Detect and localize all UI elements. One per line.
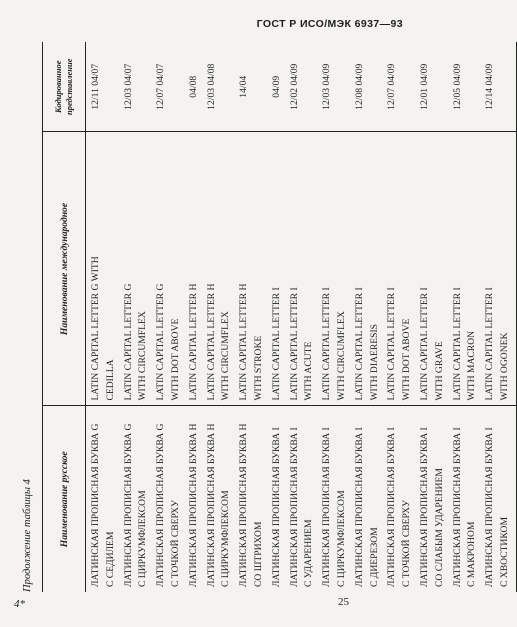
table-row	[285, 42, 318, 592]
standard-header: ГОСТ Р ИСО/МЭК 6937—93	[256, 18, 403, 30]
cell-international-name: LATIN CAPITAL LETTER I WITH MACRON	[448, 132, 481, 406]
cell-international-name: LATIN CAPITAL LETTER G WITH DOT ABOVE	[151, 132, 184, 406]
cell-russian-name: ЛАТИНСКАЯ ПРОПИСНАЯ БУКВА I С ТОЧКОЙ СВЕРХУ	[386, 427, 413, 587]
table-row	[480, 42, 516, 592]
table-row	[448, 42, 481, 592]
table-row	[119, 42, 152, 592]
table-caption: Продолжение таблицы 4	[22, 479, 33, 592]
cell-coded-representation: 12/08 04/09	[350, 42, 383, 132]
cell-coded-representation: 12/07 04/09	[382, 42, 415, 132]
cell-russian-name: ЛАТИНСКАЯ ПРОПИСНАЯ БУКВА H СО ШТРИХОМ	[238, 423, 264, 587]
cell-coded-representation: 12/02 04/09	[285, 42, 318, 132]
character-table	[42, 42, 517, 592]
cell-international-name: LATIN CAPITAL LETTER G WITH CEDILLA	[86, 132, 119, 406]
cell-international-name: LATIN CAPITAL LETTER I WITH GRAVE	[415, 132, 448, 406]
cell-coded-representation: 12/07 04/07	[151, 42, 184, 132]
cell-international-name: LATIN CAPITAL LETTER I	[267, 132, 285, 406]
table-row	[234, 42, 267, 592]
cell-russian-name: ЛАТИНСКАЯ ПРОПИСНАЯ БУКВА I С УДАРЕНИЕМ	[288, 427, 315, 587]
cell-russian-name: ЛАТИНСКАЯ ПРОПИСНАЯ БУКВА I	[270, 427, 282, 587]
cell-international-name: LATIN CAPITAL LETTER H WITH CIRCUMFLEX	[202, 132, 235, 406]
cell-coded-representation: 12/03 04/07	[119, 42, 152, 132]
cell-russian-name: ЛАТИНСКАЯ ПРОПИСНАЯ БУКВА H С ЦИРКУМФЛЕКСОМ	[205, 423, 232, 587]
cell-russian-name: ЛАТИНСКАЯ ПРОПИСНАЯ БУКВА H	[187, 423, 199, 587]
cell-russian-name: ЛАТИНСКАЯ ПРОПИСНАЯ БУКВА I С ЦИРКУМФЛЕКСОМ	[321, 427, 347, 587]
cell-coded-representation: 04/08	[184, 42, 202, 132]
cell-international-name: LATIN CAPITAL LETTER I WITH DOT ABOVE	[382, 132, 415, 406]
cell-russian-name: ЛАТИНСКАЯ ПРОПИСНАЯ БУКВА G С ТОЧКОЙ СВЕРХУ	[155, 423, 181, 587]
cell-russian-name: ЛАТИНСКАЯ ПРОПИСНАЯ БУКВА I С ДИЕРЕЗОМ	[353, 427, 380, 587]
table-row	[267, 42, 285, 592]
cell-coded-representation: 12/14 04/09	[480, 42, 516, 132]
cell-coded-representation: 12/11 04/07	[86, 42, 119, 132]
table-row	[382, 42, 415, 592]
cell-coded-representation: 14/04	[234, 42, 267, 132]
cell-coded-representation: 12/01 04/09	[415, 42, 448, 132]
cell-coded-representation: 12/05 04/09	[448, 42, 481, 132]
cell-russian-name: ЛАТИНСКАЯ ПРОПИСНАЯ БУКВА G С СЕДИЛЕМ	[90, 423, 116, 587]
cell-international-name: LATIN CAPITAL LETTER I WITH ACUTE	[285, 132, 318, 406]
cell-russian-name: ЛАТИНСКАЯ ПРОПИСНАЯ БУКВА G С ЦИРКУМФЛЕКСОМ	[122, 423, 149, 587]
cell-international-name: LATIN CAPITAL LETTER I WITH CIRCUMFLEX	[317, 132, 350, 406]
cell-international-name: LATIN CAPITAL LETTER G WITH CIRCUMFLEX	[119, 132, 152, 406]
table-row	[151, 42, 184, 592]
cell-international-name: LATIN CAPITAL LETTER H WITH STROKE	[234, 132, 267, 406]
rotated-table-block	[22, 42, 510, 592]
cell-russian-name: ЛАТИНСКАЯ ПРОПИСНАЯ БУКВА I СО СЛАБЫМ УДАРЕНИЕМ	[418, 427, 445, 587]
table-row	[86, 42, 119, 592]
signature-mark: 4*	[14, 598, 25, 610]
table-row	[415, 42, 448, 592]
cell-russian-name: ЛАТИНСКАЯ ПРОПИСНАЯ БУКВА I С ХВОСТИКОМ	[480, 406, 516, 592]
cell-russian-name: ЛАТИНСКАЯ ПРОПИСНАЯ БУКВА I С МАКРОНОМ	[451, 427, 478, 587]
cell-coded-representation: 12/03 04/09	[317, 42, 350, 132]
cell-international-name: LATIN CAPITAL LETTER I WITH DIAERESIS	[350, 132, 383, 406]
cell-international-name: LATIN CAPITAL LETTER I WITH OGONEK	[480, 132, 516, 406]
table-row	[350, 42, 383, 592]
cell-international-name: LATIN CAPITAL LETTER H	[184, 132, 202, 406]
col-header-coded: Кодированное представление	[43, 42, 86, 132]
page-number: 25	[338, 596, 349, 608]
cell-coded-representation: 12/03 04/08	[202, 42, 235, 132]
cell-coded-representation: 04/09	[267, 42, 285, 132]
table-row	[184, 42, 202, 592]
table-row	[317, 42, 350, 592]
table-header-row	[43, 42, 86, 592]
col-header-russian: Наименование русское	[43, 406, 86, 592]
col-header-international: Наименование международное	[43, 132, 86, 406]
table-row	[202, 42, 235, 592]
